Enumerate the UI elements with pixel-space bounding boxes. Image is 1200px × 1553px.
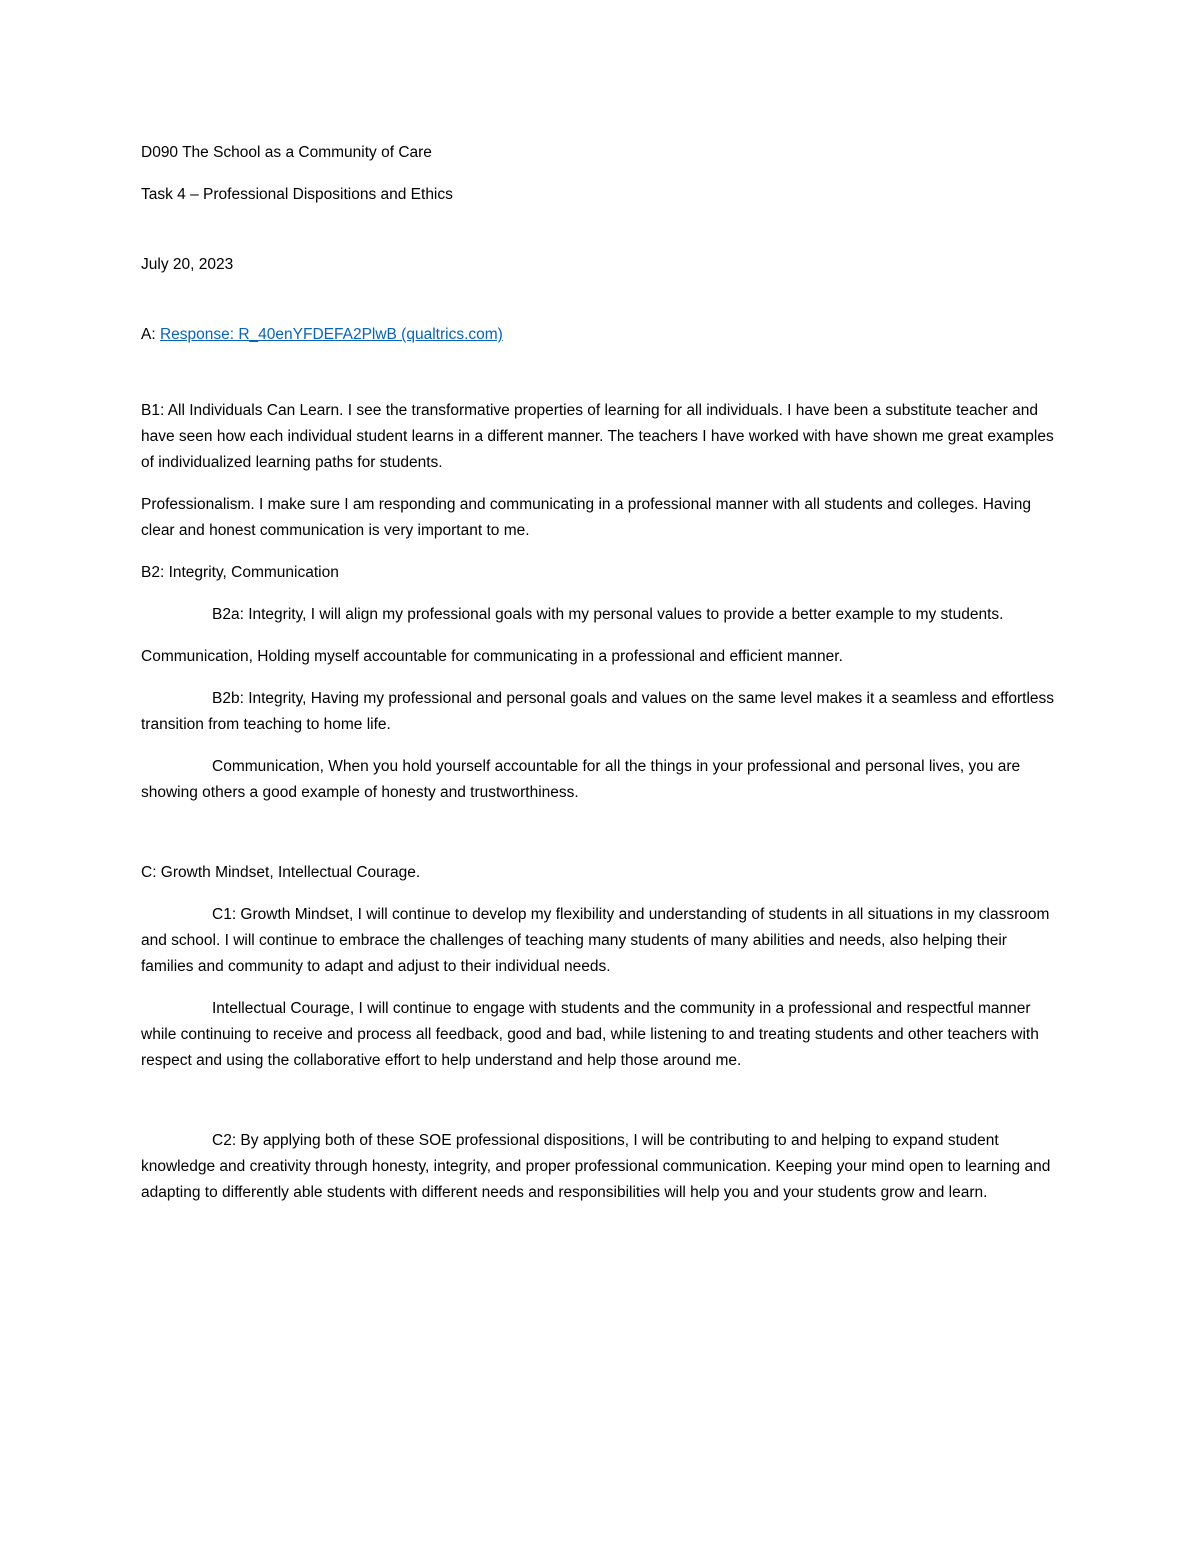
c-heading: C: Growth Mindset, Intellectual Courage. (141, 864, 421, 881)
course-title: D090 The School as a Community of Care (141, 144, 432, 161)
section-a (141, 322, 1061, 348)
b2a-communication-paragraph: Communication, Holding myself accountable for communicating in a professional and efficient manner. (141, 648, 843, 665)
task-title: Task 4 – Professional Dispositions and Ethics (141, 186, 453, 203)
qualtrics-response-link[interactable]: Response: R_40enYFDEFA2PlwB (qualtrics.com) (159, 326, 503, 343)
b1-paragraph: B1: All Individuals Can Learn. I see the transformative properties of learning for all individuals. I have been a substitute teacher and have seen how each individual student learns in a different manner. The teachers I have worked with have shown me great examples of individualized learning paths for students. (141, 402, 1054, 471)
b2a-paragraph: B2a: Integrity, I will align my professional goals with my personal values to provide a better example to my students. (212, 606, 1004, 623)
section-a-label: A: (141, 326, 160, 343)
c1-paragraph: C1: Growth Mindset, I will continue to develop my flexibility and understanding of students in all situations in my classroom and school. I will continue to embrace the challenges of teaching many students of many abilities and needs, also helping their families and community to adapt and adjust to their individual needs. (141, 906, 1050, 975)
b2b-communication-paragraph: Communication, When you hold yourself accountable for all the things in your professional and personal lives, you are showing others a good example of honesty and trustworthiness. (141, 758, 1021, 801)
c2-paragraph: C2: By applying both of these SOE professional dispositions, I will be contributing to and helping to expand student knowledge and creativity through honesty, integrity, and proper professional communication. Keeping your mind open to learning and adapting to differently able students with different needs and responsibilities will help you and your students grow and learn. (141, 1132, 1051, 1201)
b1-professionalism-paragraph: Professionalism. I make sure I am responding and communicating in a professional manner with all students and colleges. Having clear and honest communication is very important to me. (141, 496, 1031, 539)
b2b-paragraph: B2b: Integrity, Having my professional and personal goals and values on the same level makes it a seamless and effortless transition from teaching to home life. (141, 690, 1055, 733)
document-date: July 20, 2023 (141, 256, 234, 273)
document-body (141, 140, 1061, 1206)
c1-courage-paragraph: Intellectual Courage, I will continue to engage with students and the community in a professional and respectful manner while continuing to receive and process all feedback, good and bad, while listening to and treating students and other teachers with respect and using the collaborative effort to help understand and help those around me. (141, 1000, 1039, 1069)
b2-heading: B2: Integrity, Communication (141, 564, 339, 581)
